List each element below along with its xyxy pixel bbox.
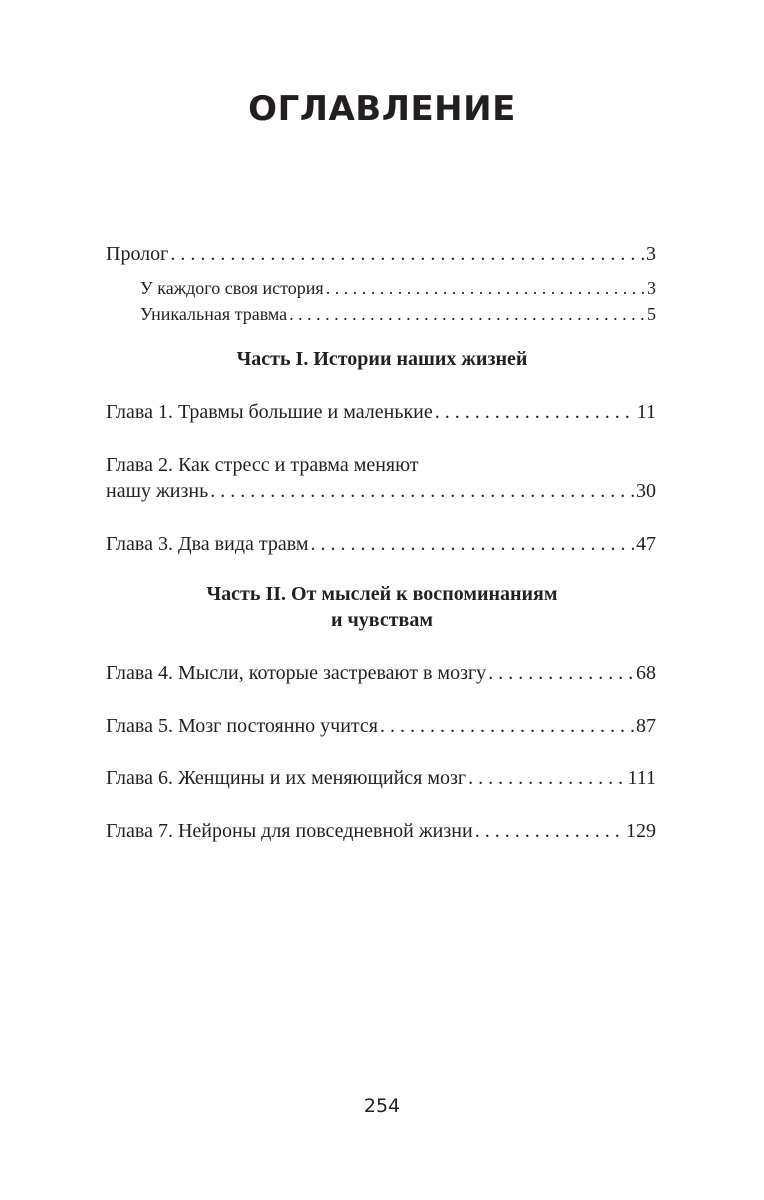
dot-leader bbox=[475, 817, 624, 845]
toc-entry-label: Пролог bbox=[106, 243, 169, 265]
toc-entry-chapter-4[interactable] bbox=[106, 659, 656, 687]
toc-subentry-label: У каждого своя история bbox=[140, 278, 324, 298]
dot-leader bbox=[435, 398, 635, 426]
toc-subentry[interactable] bbox=[140, 275, 656, 301]
page-number: 254 bbox=[363, 1095, 401, 1117]
toc-entry-page: 47 bbox=[636, 533, 656, 555]
toc-entry-label: Глава 7. Нейроны для повседневной жизни bbox=[106, 820, 473, 842]
toc-entry-label: Глава 4. Мысли, которые застревают в мозгу bbox=[106, 662, 487, 684]
part-heading: Часть I. Истории наших жизней bbox=[236, 348, 528, 370]
toc-entry-label: Глава 6. Женщины и их меняющийся мозг bbox=[106, 767, 467, 789]
toc-entry-page: 3 bbox=[646, 243, 656, 265]
toc-entry-chapter-2-line1[interactable]: Глава 2. Как стресс и травма меняют bbox=[106, 454, 419, 476]
part-heading-line1: Часть II. От мыслей к воспоминаниям bbox=[206, 583, 558, 605]
toc-subentry-label: Уникальная травма bbox=[140, 304, 288, 324]
dot-leader bbox=[289, 301, 645, 327]
toc-subentry-page: 3 bbox=[647, 278, 656, 298]
toc-subentry[interactable] bbox=[140, 301, 656, 327]
dot-leader bbox=[210, 477, 634, 505]
toc-entry-label: нашу жизнь bbox=[106, 480, 209, 502]
toc-entry-page: 68 bbox=[636, 662, 656, 684]
dot-leader bbox=[488, 659, 634, 687]
dot-leader bbox=[170, 240, 644, 268]
toc-entry-page: 11 bbox=[636, 401, 656, 423]
toc-entry-chapter-7[interactable] bbox=[106, 817, 656, 845]
dot-leader bbox=[311, 530, 635, 558]
dot-leader bbox=[468, 764, 625, 792]
toc-entry-page: 129 bbox=[626, 820, 656, 842]
toc-entry-chapter-2[interactable] bbox=[106, 477, 656, 505]
toc-entry-chapter-1[interactable] bbox=[106, 398, 656, 426]
toc-entry-label: Глава 1. Травмы большие и маленькие bbox=[106, 401, 433, 423]
toc-entry-label: Глава 3. Два вида травм bbox=[106, 533, 309, 555]
toc-entry-page: 111 bbox=[627, 767, 656, 789]
part-heading-line2: и чувствам bbox=[331, 609, 433, 631]
page-title: ОГЛАВЛЕНИЕ bbox=[248, 89, 516, 129]
dot-leader bbox=[380, 712, 634, 740]
toc-entry-chapter-3[interactable] bbox=[106, 530, 656, 558]
toc-subentry-page: 5 bbox=[647, 304, 656, 324]
toc-entry-page: 30 bbox=[636, 480, 656, 502]
toc-entry-chapter-6[interactable] bbox=[106, 764, 656, 792]
toc-entry-page: 87 bbox=[636, 715, 656, 737]
dot-leader bbox=[326, 275, 645, 301]
toc-entry-chapter-5[interactable] bbox=[106, 712, 656, 740]
toc-entry-prologue[interactable] bbox=[106, 240, 656, 268]
toc-entry-label: Глава 5. Мозг постоянно учится bbox=[106, 715, 378, 737]
